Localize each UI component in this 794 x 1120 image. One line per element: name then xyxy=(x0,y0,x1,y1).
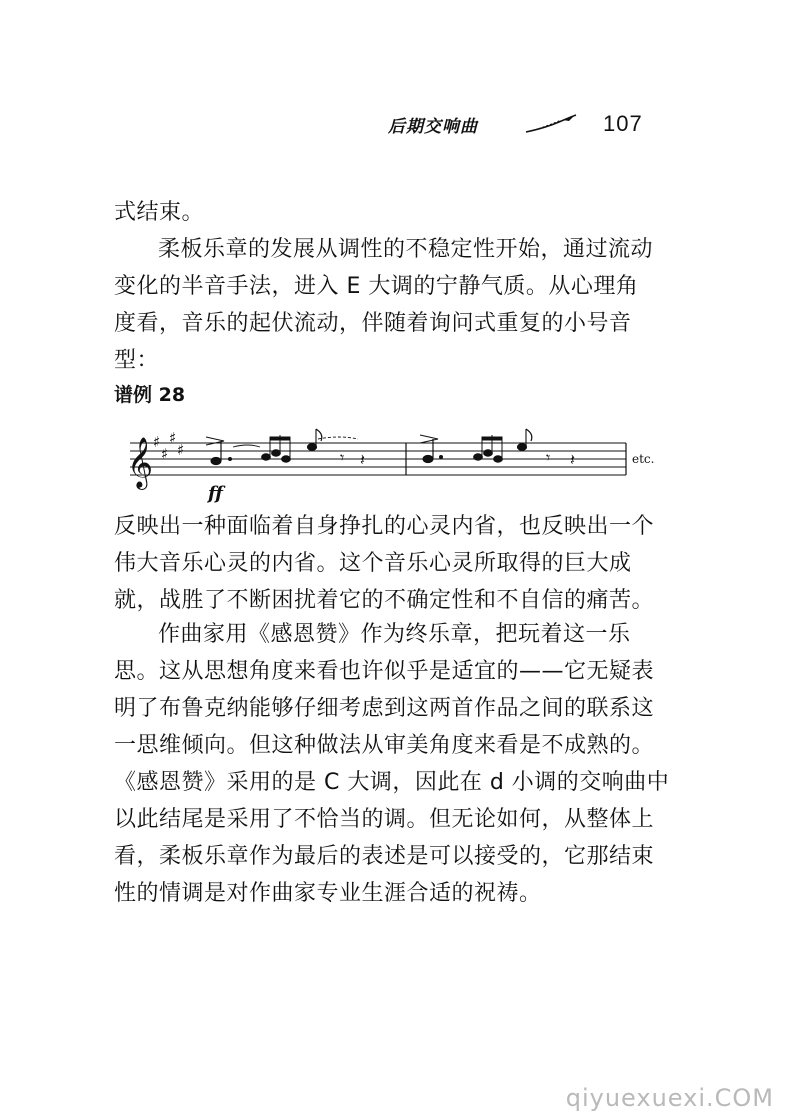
chapter-title: 后期交响曲 xyxy=(388,117,478,137)
text-line: 度看，音乐的起伏流动，伴随着询问式重复的小号音 xyxy=(114,311,632,336)
svg-text:♯: ♯ xyxy=(177,441,185,459)
text-line: 性的情调是对作曲家专业生涯合适的祝祷。 xyxy=(114,881,542,906)
text-line: 看，柔板乐章作为最后的表述是可以接受的，它那结束 xyxy=(114,844,655,869)
text-line: 反映出一种面临着自身挣扎的心灵内省，也反映出一个 xyxy=(114,514,655,539)
text-line: 明了布鲁克纳能够仔细考虑到这两首作品之间的联系这 xyxy=(114,696,655,721)
paragraph-continuation xyxy=(114,194,674,231)
decorative-pen-stroke-icon xyxy=(525,114,577,134)
running-header xyxy=(388,108,688,142)
text-line: 作曲家用《感恩赞》作为终乐章，把玩着这一乐 xyxy=(158,622,631,647)
svg-text:♯: ♯ xyxy=(169,429,177,447)
text-line: 《感恩赞》采用的是 C 大调，因此在 d 小调的交响曲中 xyxy=(114,770,670,795)
svg-text:♯: ♯ xyxy=(161,445,169,463)
dynamic-marking: ff xyxy=(208,483,223,504)
paragraph-introspection xyxy=(114,508,674,619)
text-line: 变化的半音手法，进入 E 大调的宁静气质。从心理角 xyxy=(114,274,639,299)
text-line: 思。这从思想角度来看也许似乎是适宜的——它无疑表 xyxy=(114,659,655,684)
key-signature-sharps xyxy=(153,429,184,463)
text-line: 式结束。 xyxy=(114,200,205,225)
svg-text:𝄽: 𝄽 xyxy=(360,450,365,469)
measure-2-notes xyxy=(420,429,626,475)
svg-text:♯: ♯ xyxy=(153,433,161,451)
text-line: 就，战胜了不断困扰着它的不确定性和不自信的痛苦。 xyxy=(114,588,655,613)
page-number: 107 xyxy=(603,111,643,136)
music-score-excerpt xyxy=(118,425,663,505)
svg-text:𝄾: 𝄾 xyxy=(546,448,551,467)
slur-marks xyxy=(233,437,358,447)
text-line: 一思维倾向。但这种做法从审美角度来看是不成熟的。 xyxy=(114,733,655,758)
text-line: 型： xyxy=(114,348,160,373)
treble-clef-icon: 𝄞 xyxy=(127,437,154,488)
site-watermark: qiyuexuexi.COM xyxy=(565,1084,774,1112)
svg-text:𝄾: 𝄾 xyxy=(340,448,345,467)
music-example-label: 谱例 28 xyxy=(114,384,186,406)
svg-text:𝄽: 𝄽 xyxy=(570,450,575,469)
paragraph-adagio-development xyxy=(114,231,674,379)
text-line: 柔板乐章的发展从调性的不稳定性开始，通过流动 xyxy=(158,237,654,262)
etc-label: etc. xyxy=(632,452,655,466)
measure-1-notes xyxy=(206,429,406,475)
text-line: 以此结尾是采用了不恰当的调。但无论如何，从整体上 xyxy=(114,807,655,832)
paragraph-te-deum-finale xyxy=(114,616,674,912)
text-line: 伟大音乐心灵的内省。这个音乐心灵所取得的巨大成 xyxy=(114,551,632,576)
